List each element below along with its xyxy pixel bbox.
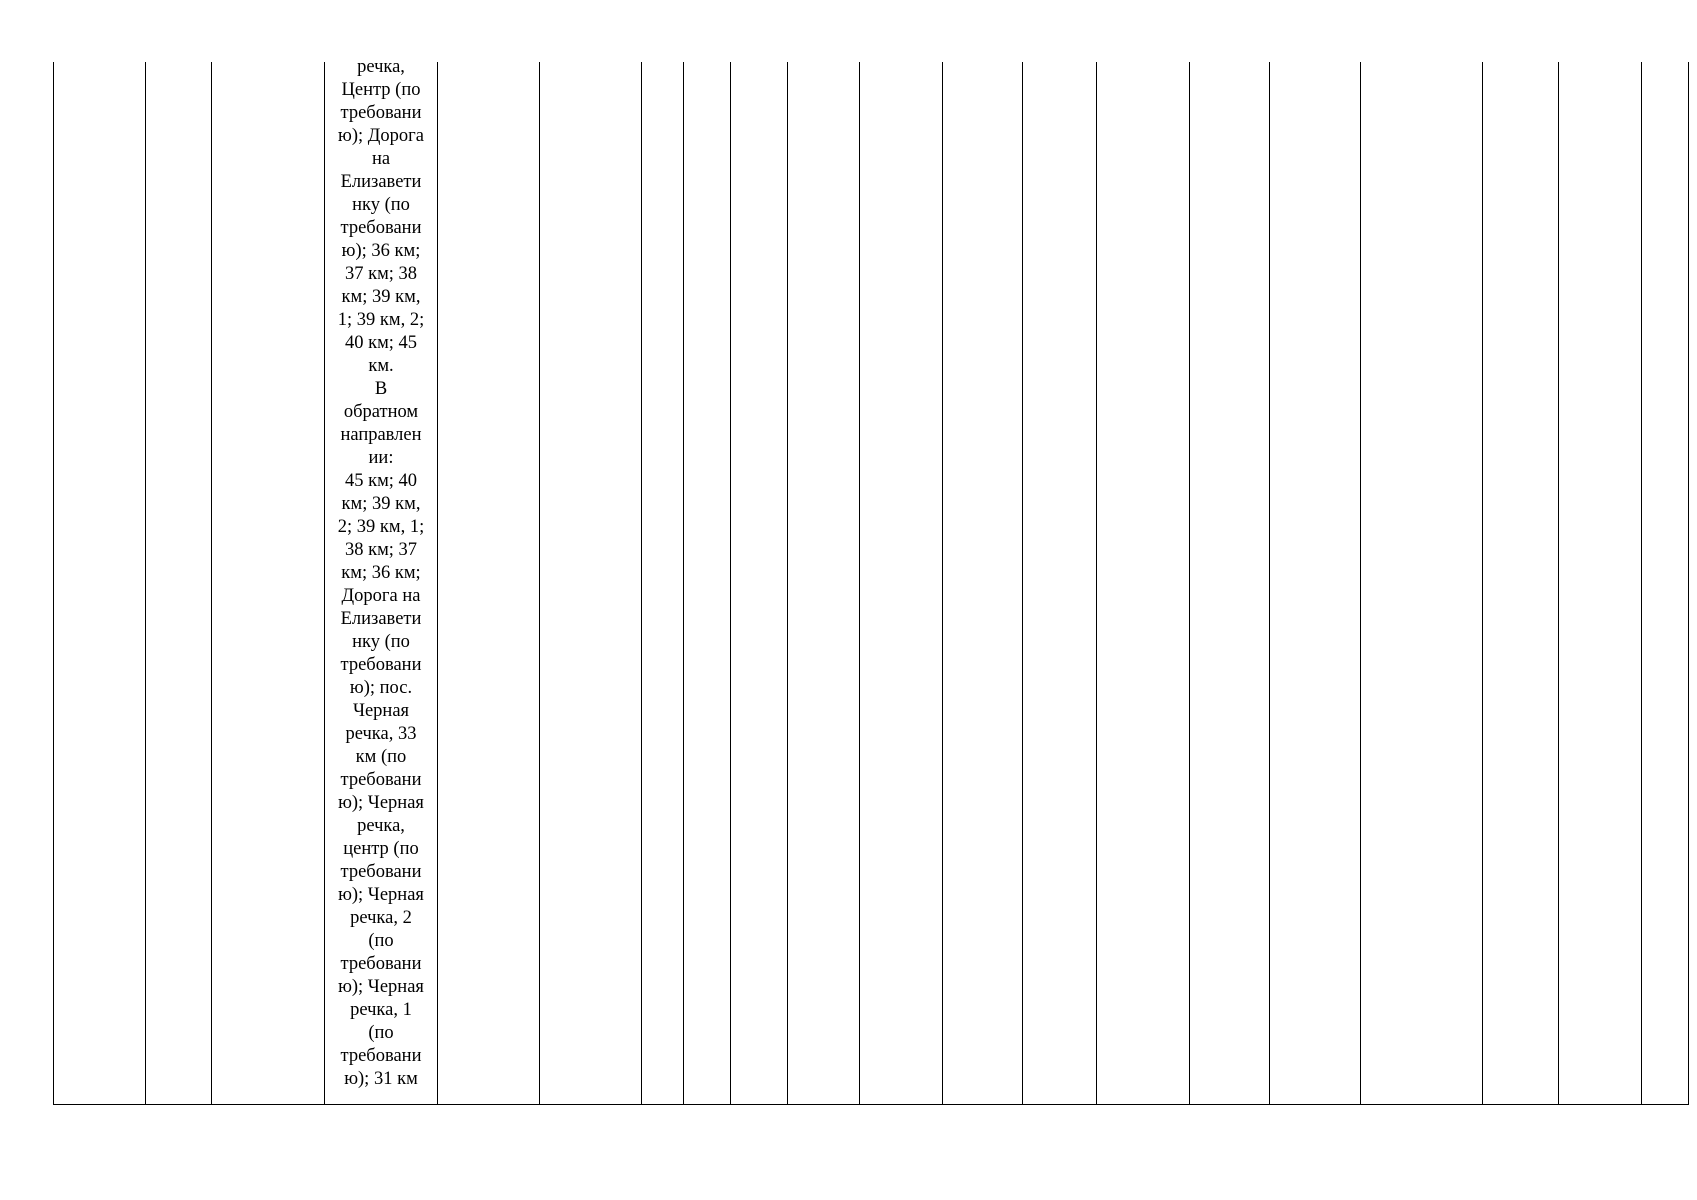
table-cell [731, 62, 788, 1105]
route-table [53, 57, 1689, 1105]
table-cell [1023, 62, 1097, 1105]
table-cell [788, 62, 860, 1105]
table-cell [1361, 62, 1483, 1105]
table-cell [146, 62, 212, 1105]
table-cell [438, 62, 540, 1105]
table-cell [1097, 62, 1190, 1105]
table-cell [54, 62, 146, 1105]
table-cell [1559, 62, 1642, 1105]
table-cell [212, 62, 325, 1105]
table-cell [1270, 62, 1361, 1105]
table-cell [642, 62, 684, 1105]
table-cell [1483, 62, 1559, 1105]
table-cell [860, 62, 943, 1105]
table-cell [943, 62, 1023, 1105]
table-cell [1642, 62, 1689, 1105]
table-cell [1190, 62, 1270, 1105]
table-cell [540, 62, 642, 1105]
route-stops-text: речка, Центр (по требовани ю); Дорога на Елизавети нку (по требовани ю); 36 км; 37 км; 38 км; 39 км, 1; 39 км, 2; 40 км; 45 км. В обратном направлен ии: 45 км; 40 км; 39 км, 2; 39 км, 1; 38 км; 37 км; 36 км; Дорога на Елизавети нку (по требовани ю); пос. Черная речка, 33 км (по требовани ю); Черная речка, центр (по требовани ю); Черная речка, 2 (по требовани ю); Черная речка, 1 (по требовани ю); 31 км [337, 57, 425, 1089]
route-stops-cell [325, 57, 438, 1105]
table-cell [684, 62, 731, 1105]
table-row [54, 62, 1689, 1105]
